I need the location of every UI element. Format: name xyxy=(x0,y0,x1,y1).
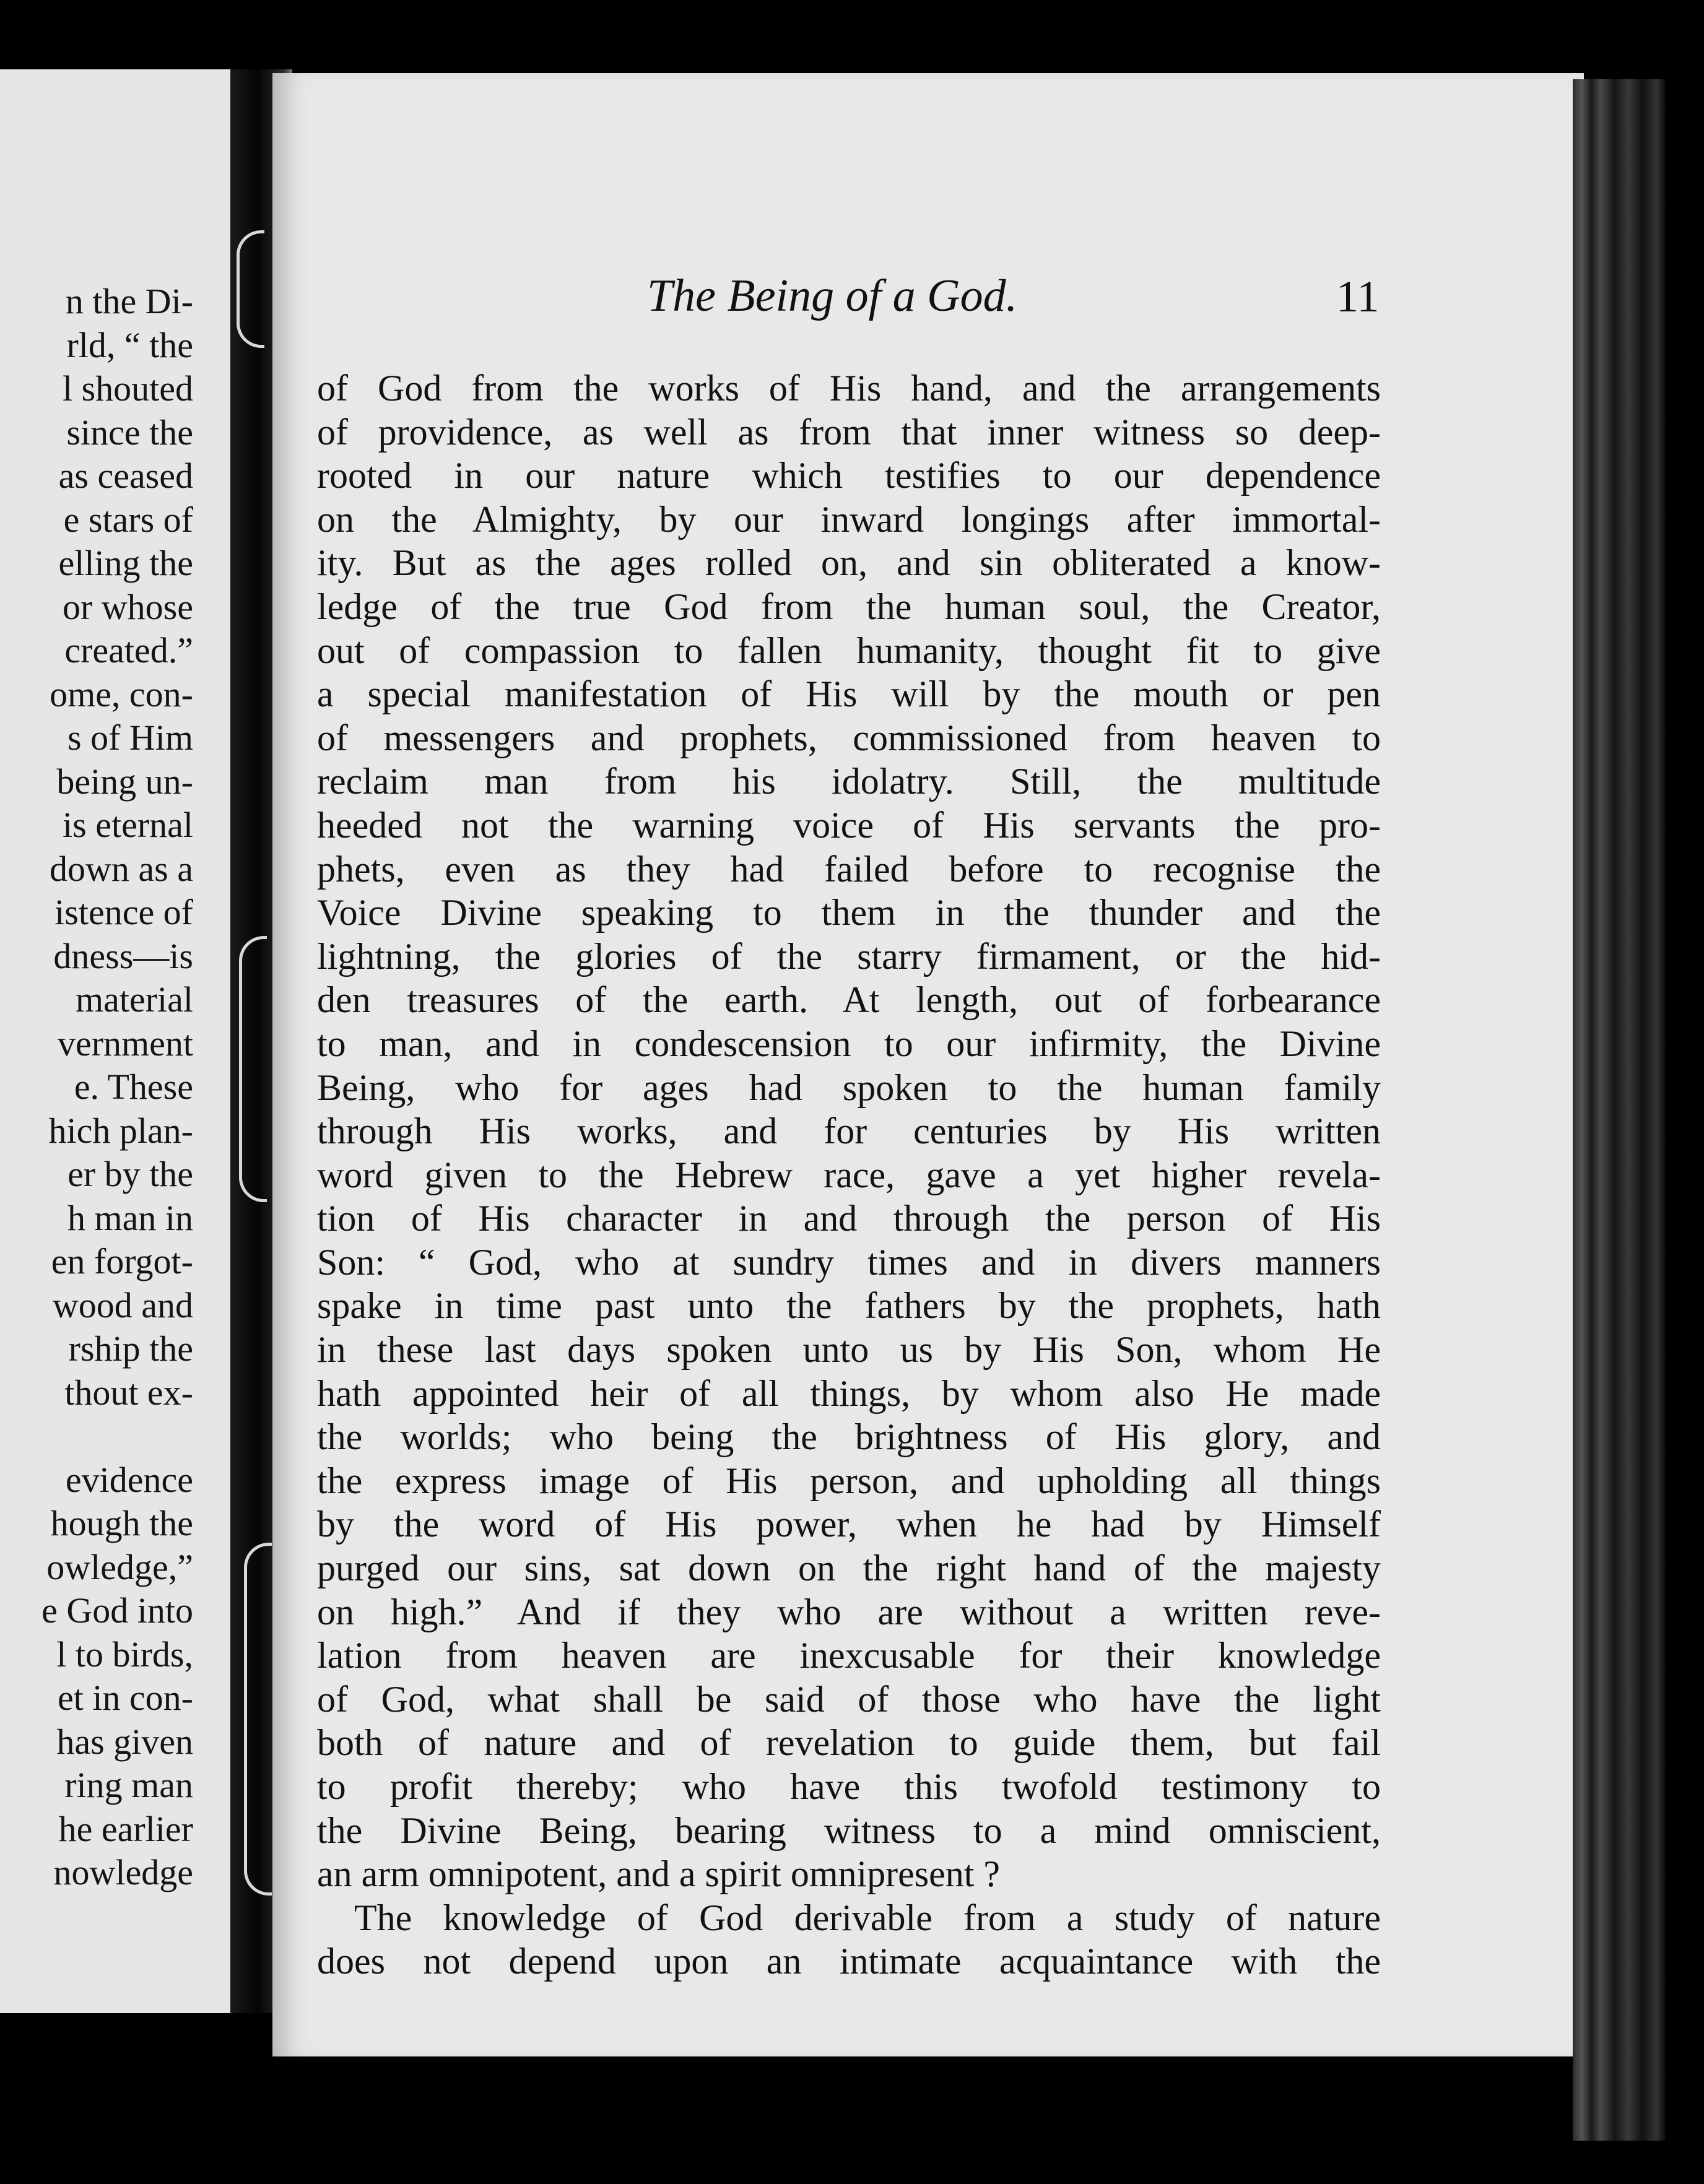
text-line: istence of xyxy=(54,892,193,932)
text-line: er by the xyxy=(67,1154,193,1194)
binding-thread xyxy=(244,1543,272,1896)
text-line: created.” xyxy=(64,630,193,670)
text-line: of messengers and prophets, commissioned from heaven to xyxy=(317,717,1381,758)
text-line: of God from the works of His hand, and the arrangements xyxy=(317,368,1381,409)
text-line: in these last days spoken unto us by His Son, whom He xyxy=(317,1329,1381,1371)
text-line: out of compassion to fallen humanity, thought fit to give xyxy=(317,630,1381,671)
text-line: as ceased xyxy=(58,456,193,496)
text-line: both of nature and of revelation to guide them, but fail xyxy=(317,1722,1381,1764)
text-line: the express image of His person, and upholding all things xyxy=(317,1460,1381,1501)
text-line: ome, con- xyxy=(50,674,193,714)
text-line: through His works, and for centuries by His written xyxy=(317,1111,1381,1152)
text-line: has given xyxy=(56,1721,193,1762)
text-line: of God, what shall be said of those who have the light xyxy=(317,1678,1381,1720)
text-line: e stars of xyxy=(63,499,193,540)
text-line: ity. But as the ages rolled on, and sin obliterated a know- xyxy=(317,542,1381,584)
text-line: lightning, the glories of the starry firmament, or the hid- xyxy=(317,935,1381,977)
text-line: The knowledge of God derivable from a study of nature xyxy=(354,1897,1381,1938)
text-line: he earlier xyxy=(58,1808,193,1849)
text-line: being un- xyxy=(56,761,193,802)
text-line: since the xyxy=(66,412,193,453)
text-line: the Divine Being, bearing witness to a mind omniscient, xyxy=(317,1809,1381,1851)
text-line: ring man xyxy=(64,1765,193,1805)
text-line: owledge,” xyxy=(46,1546,193,1587)
text-line: hich plan- xyxy=(48,1110,193,1151)
text-line: ledge of the true God from the human soul, the Creator, xyxy=(317,586,1381,627)
text-line: wood and xyxy=(52,1285,193,1325)
text-line: rld, “ the xyxy=(66,324,193,365)
text-line: en forgot- xyxy=(51,1241,193,1281)
text-line: Son: “ God, who at sundry times and in divers manners xyxy=(317,1241,1381,1283)
text-line: rooted in our nature which testifies to our dependence xyxy=(317,455,1381,496)
running-head xyxy=(272,203,1584,321)
blank-line xyxy=(41,1415,193,1458)
binding-thread xyxy=(239,936,267,1202)
text-line: n the Di- xyxy=(65,281,193,321)
text-line: l to birds, xyxy=(56,1634,193,1675)
text-line: nowledge xyxy=(53,1852,193,1892)
text-line: hough the xyxy=(50,1503,193,1543)
text-line: phets, even as they had failed before to recognise the xyxy=(317,848,1381,890)
text-line: dness—is xyxy=(53,935,193,976)
text-line: material xyxy=(75,979,193,1020)
text-line: or whose xyxy=(62,586,193,627)
text-line: to profit thereby; who have this twofold testimony to xyxy=(317,1766,1381,1807)
text-line: spake in time past unto the fathers by the prophets, hath xyxy=(317,1285,1381,1327)
text-line: evidence xyxy=(65,1459,193,1500)
running-title: The Being of a God. xyxy=(647,271,1018,321)
text-line: s of Him xyxy=(67,717,193,758)
text-line: den treasures of the earth. At length, out of forbearance xyxy=(317,979,1381,1021)
text-line: heeded not the warning voice of His servants the pro- xyxy=(317,804,1381,846)
text-line: down as a xyxy=(50,848,193,889)
text-line: on high.” And if they who are without a written reve- xyxy=(317,1591,1381,1632)
text-line: l shouted xyxy=(62,368,193,409)
page-body-text xyxy=(317,366,1381,1983)
text-line: purged our sins, sat down on the right hand of the majesty xyxy=(317,1548,1381,1589)
text-line: a special manifestation of His will by the mouth or pen xyxy=(317,674,1381,715)
text-line: Voice Divine speaking to them in the thunder and the xyxy=(317,892,1381,934)
text-line: of providence, as well as from that inner witness so deep- xyxy=(317,411,1381,453)
text-line: is eternal xyxy=(63,805,193,845)
text-line: tion of His character in and through the person of His xyxy=(317,1198,1381,1239)
text-line: reclaim man from his idolatry. Still, the multitude xyxy=(317,761,1381,802)
text-line: e. These xyxy=(74,1067,193,1107)
text-line: word given to the Hebrew race, gave a yet higher revela- xyxy=(317,1154,1381,1195)
text-line: the worlds; who being the brightness of His glory, and xyxy=(317,1416,1381,1458)
left-facing-page xyxy=(0,69,230,2013)
text-line: et in con- xyxy=(57,1678,193,1718)
text-line: to man, and in condescension to our infirmity, the Divine xyxy=(317,1023,1381,1064)
text-line: e God into xyxy=(41,1590,193,1631)
page-stack-edge xyxy=(1573,79,1666,2141)
text-line: vernment xyxy=(57,1023,193,1064)
text-line: hath appointed heir of all things, by whom also He made xyxy=(317,1372,1381,1414)
text-line: rship the xyxy=(68,1328,193,1369)
page-number: 11 xyxy=(1336,272,1380,321)
text-line: thout ex- xyxy=(64,1372,193,1413)
text-line: by the word of His power, when he had by Himself xyxy=(317,1504,1381,1545)
text-line: h man in xyxy=(67,1197,193,1238)
text-line: an arm omnipotent, and a spirit omnipresent ? xyxy=(317,1853,1001,1895)
right-page xyxy=(272,73,1584,2056)
text-line: does not depend upon an intimate acquaintance with the xyxy=(317,1941,1381,1982)
left-page-text xyxy=(41,280,193,1895)
text-line: Being, who for ages had spoken to the human family xyxy=(317,1067,1381,1108)
text-line: on the Almighty, by our inward longings after immortal- xyxy=(317,498,1381,540)
text-line: lation from heaven are inexcusable for their knowledge xyxy=(317,1635,1381,1676)
binding-thread xyxy=(237,230,264,348)
text-line: elling the xyxy=(58,543,193,583)
